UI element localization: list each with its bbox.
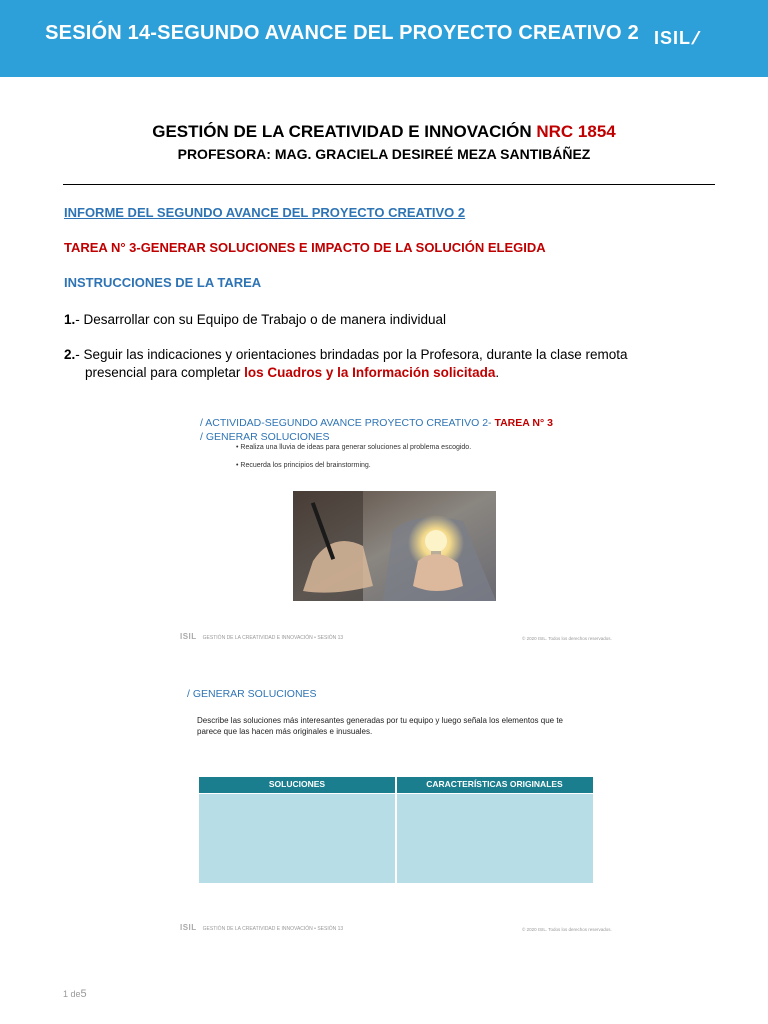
nrc-code: NRC 1854	[536, 122, 616, 141]
teacher-name: PROFESORA: MAG. GRACIELA DESIREÉ MEZA SANTIBÁÑEZ	[177, 146, 591, 162]
slide2-footer: ISIL GESTIÓN DE LA CREATIVIDAD E INNOVACIÓN • SESIÓN 13	[180, 923, 344, 932]
instruction-item-2: 2.- Seguir las indicaciones y orientaciones brindadas por la Profesora, durante la clase remota presencial para completar los Cuadros y la Información solicitada.	[64, 347, 628, 380]
instructions-heading: INSTRUCCIONES DE LA TAREA	[64, 275, 262, 290]
column-divider	[395, 777, 397, 883]
divider	[63, 184, 715, 185]
slide2-description: Describe las soluciones más interesantes generadas por tu equipo y luego señala los elementos que te parece que las hacen más originales e inusuales.	[197, 716, 563, 736]
table-cell-soluciones	[199, 794, 395, 883]
slide2-title: / GENERAR SOLUCIONES	[187, 688, 317, 700]
page-number: 1 de5	[63, 988, 87, 1000]
slide1-subtitle: / GENERAR SOLUCIONES	[200, 431, 330, 443]
task-heading: TAREA N° 3-GENERAR SOLUCIONES E IMPACTO DE LA SOLUCIÓN ELEGIDA	[64, 240, 546, 255]
course-title: GESTIÓN DE LA CREATIVIDAD E INNOVACIÓN NRC 1854	[152, 122, 616, 141]
document-title: SESIÓN 14-SEGUNDO AVANCE DEL PROYECTO CREATIVO 2	[45, 22, 639, 44]
bullet-item: • Recuerda los principios del brainstorming.	[236, 462, 371, 469]
header-banner	[0, 0, 768, 77]
header-soluciones: SOLUCIONES	[268, 779, 326, 789]
instruction-item-1: 1.- Desarrollar con su Equipo de Trabajo o de manera individual	[64, 312, 446, 327]
slide1-bullets	[236, 444, 471, 480]
report-heading: INFORME DEL SEGUNDO AVANCE DEL PROYECTO CREATIVO 2	[64, 205, 466, 220]
slide1-title: / ACTIVIDAD-SEGUNDO AVANCE PROYECTO CREATIVO 2- TAREA N° 3	[200, 417, 553, 429]
table-cell-caracteristicas	[397, 794, 593, 883]
solutions-table	[199, 777, 593, 883]
slide1-footer: ISIL GESTIÓN DE LA CREATIVIDAD E INNOVACIÓN • SESIÓN 13	[180, 632, 344, 641]
isil-logo: ISIL/	[654, 28, 703, 48]
lightbulb-photo	[293, 491, 496, 601]
header-caracteristicas: CARACTERÍSTICAS ORIGINALES	[426, 779, 563, 789]
slide1-copyright: © 2020 ISIL. Todos los derechos reservados.	[522, 636, 612, 641]
slide2-copyright: © 2020 ISIL. Todos los derechos reservados.	[522, 927, 612, 932]
bullet-item: • Realiza una lluvia de ideas para generar soluciones al problema escogido.	[236, 444, 472, 451]
